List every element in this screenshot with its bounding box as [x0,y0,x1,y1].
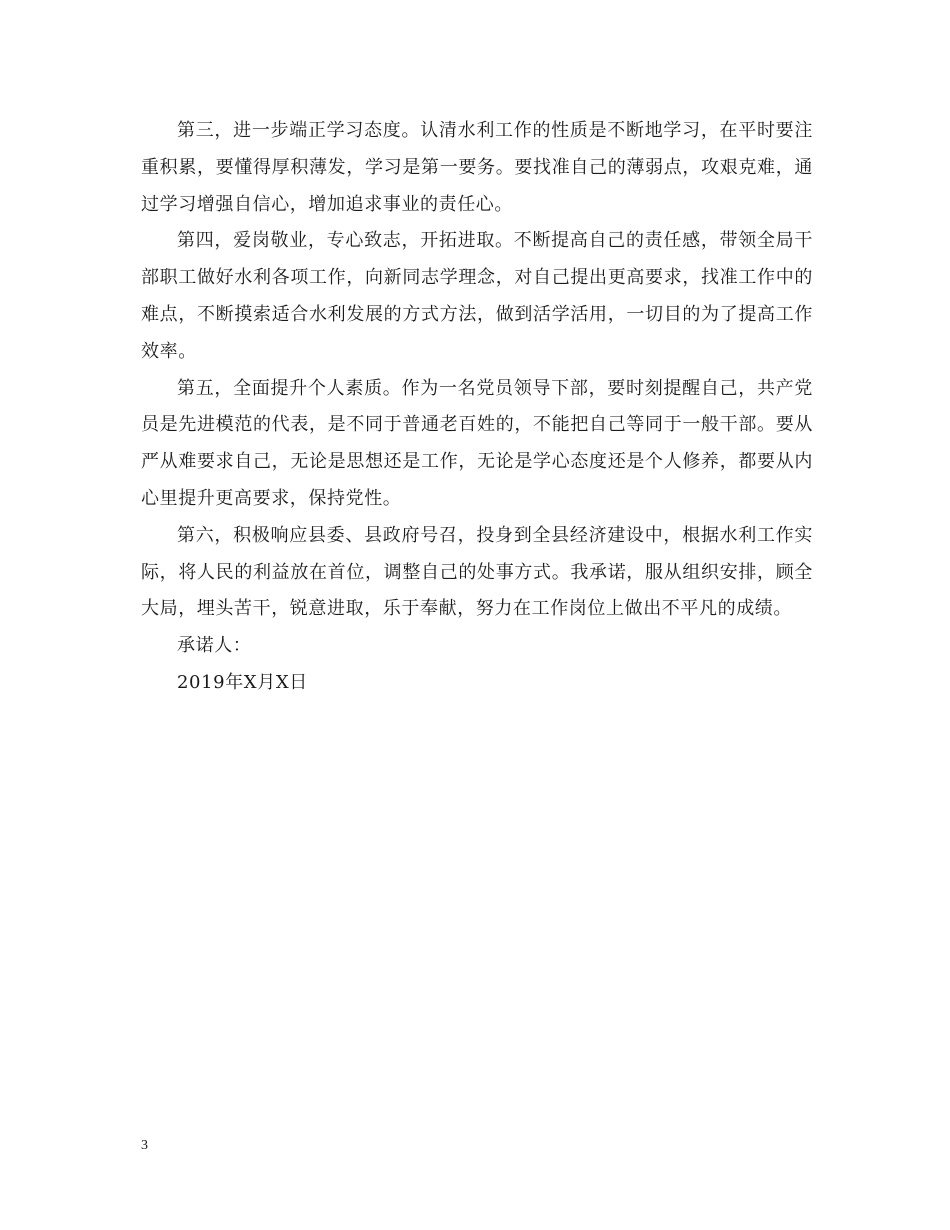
paragraph-sixth: 第六，积极响应县委、县政府号召，投身到全县经济建设中，根据水利工作实际，将人民的利益放在首位，调整自己的处事方式。我承诺，服从组织安排，顾全大局，埋头苦干，锐意进取，乐于奉献，努力在工作岗位上做出不平凡的成绩。 [141,524,813,620]
paragraph-third: 第三，进一步端正学习态度。认清水利工作的性质是不断地学习，在平时要注重积累，要懂得厚积薄发，学习是第一要务。要找准自己的薄弱点，攻艰克难，通过学习增强自信心，增加追求事业的责任心。 [141,120,813,215]
paragraph-fourth: 第四，爱岗敬业，专心致志，开拓进取。不断提高自己的责任感，带领全局干部职工做好水利各项工作，向新同志学理念，对自己提出更高要求，找准工作中的难点，不断摸索适合水利发展的方式方法，做到活学活用，一切目的为了提高工作效率。 [141,230,813,362]
page-number: 3 [141,1138,148,1153]
paragraph-fifth: 第五，全面提升个人素质。作为一名党员领导下部，要时刻提醒自己，共产党员是先进模范的代表，是不同于普通老百姓的，不能把自己等同于一般干部。要从严从难要求自己，无论是思想还是工作，无论是学心态度还是个人修养，都要从内心里提升更高要求，保持党性。 [141,377,813,509]
signer-label: 承诺人： [177,635,252,657]
signature-date: 2019年X月X日 [177,671,308,693]
document-body [141,113,813,702]
